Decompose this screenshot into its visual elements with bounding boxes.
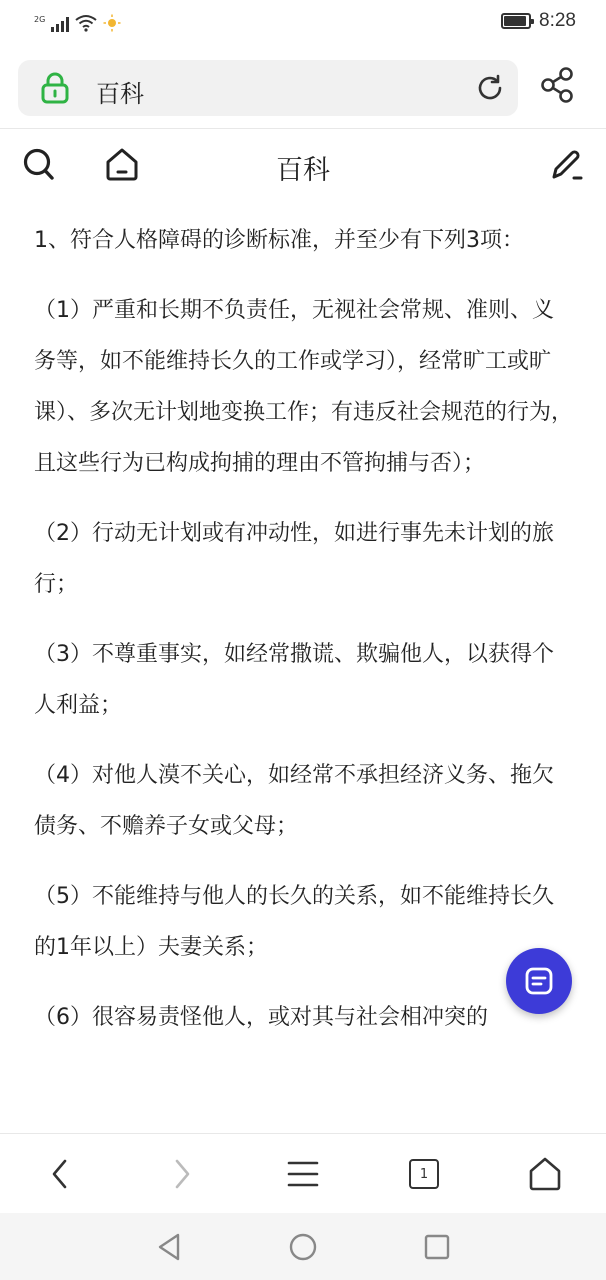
- nav-recents-button[interactable]: [420, 1230, 454, 1264]
- tabs-button[interactable]: [402, 1152, 446, 1196]
- article-paragraph: （2）行动无计划或有冲动性，如进行事先未计划的旅行；: [34, 521, 554, 597]
- nav-home-button[interactable]: [286, 1230, 320, 1264]
- notes-fab-button[interactable]: [506, 948, 572, 1014]
- article-paragraph: （1）严重和长期不负责任，无视社会常规、准则、义务等，如不能维持长久的工作或学习），经常旷工或旷课）、多次无计划地变换工作；有违反社会规范的行为，且这些行为已构成拘捕的理由不管拘捕与否）；: [34, 298, 574, 476]
- address-bar[interactable]: [18, 60, 518, 116]
- forward-icon: [172, 1158, 192, 1190]
- status-indicators: [34, 12, 121, 32]
- battery-icon: [501, 13, 531, 29]
- forward-button[interactable]: [160, 1152, 204, 1196]
- nav-recents-icon: [423, 1233, 451, 1261]
- signal-icon: [51, 16, 69, 32]
- nav-back-icon: [156, 1232, 182, 1262]
- url-text[interactable]: 百科: [96, 80, 144, 108]
- clock: 8:28: [539, 10, 576, 31]
- page-header: [0, 130, 606, 200]
- menu-button[interactable]: [281, 1152, 325, 1196]
- nav-back-button[interactable]: [152, 1230, 186, 1264]
- bottom-toolbar: [0, 1133, 606, 1213]
- lock-icon: [40, 72, 70, 104]
- wifi-icon: [75, 14, 97, 32]
- home-button[interactable]: [523, 1152, 567, 1196]
- back-button[interactable]: [38, 1152, 82, 1196]
- header-divider: [0, 128, 606, 129]
- article-paragraph: （5）不能维持与他人的长久的关系，如不能维持长久的1年以上）夫妻关系；: [34, 884, 554, 960]
- refresh-icon[interactable]: [474, 72, 506, 104]
- nav-home-icon: [288, 1232, 318, 1262]
- menu-icon: [287, 1160, 319, 1188]
- system-navigation-bar: [0, 1213, 606, 1280]
- share-icon[interactable]: [540, 66, 576, 104]
- edit-icon[interactable]: [550, 147, 584, 183]
- article-paragraph: 1、符合人格障碍的诊断标准，并至少有下列3项：: [34, 228, 524, 253]
- home-icon: [527, 1156, 563, 1192]
- network-type: 2G: [34, 15, 46, 24]
- weather-icon: [103, 14, 121, 32]
- article-content: [34, 215, 574, 1133]
- article-paragraph: （6）很容易责怪他人，或对其与社会相冲突的: [34, 1005, 488, 1030]
- article-paragraph: （4）对他人漠不关心，如经常不承担经济义务、拖欠债务、不赡养子女或父母；: [34, 763, 554, 839]
- status-right: [501, 10, 576, 32]
- notes-icon: [523, 965, 555, 997]
- tabs-icon: [409, 1159, 439, 1189]
- page-title: 百科: [276, 155, 330, 186]
- back-icon: [50, 1158, 70, 1190]
- article-paragraph: （3）不尊重事实，如经常撒谎、欺骗他人，以获得个人利益；: [34, 642, 554, 718]
- tab-count: 1: [419, 1166, 429, 1182]
- status-bar: [0, 0, 606, 46]
